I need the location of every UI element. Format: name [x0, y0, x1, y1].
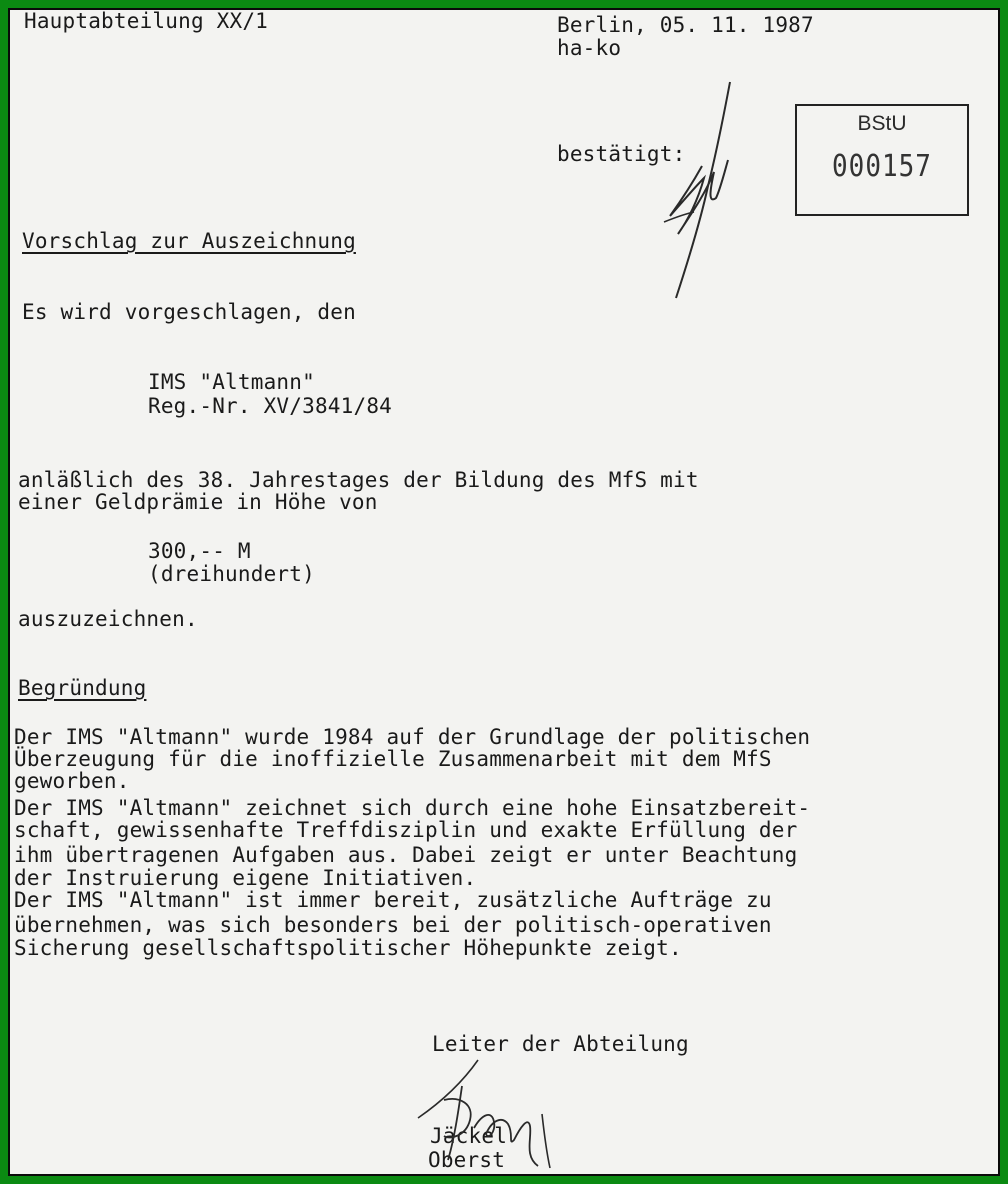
signature-role: Leiter der Abteilung — [432, 1032, 689, 1056]
signature-rank: Oberst — [428, 1148, 506, 1172]
document-title: Vorschlag zur Auszeichnung — [22, 229, 356, 253]
reason-line: geworben. — [14, 769, 130, 793]
subject-name: IMS "Altmann" — [148, 370, 315, 394]
reason-line: Der IMS "Altmann" ist immer bereit, zusätzliche Aufträge zu — [14, 888, 772, 912]
reason-heading: Begründung — [18, 676, 147, 700]
document-page — [8, 8, 1000, 1176]
intro-text: Es wird vorgeschlagen, den — [22, 300, 356, 324]
amount-words: (dreihundert) — [148, 562, 315, 586]
reason-line: ihm übertragenen Aufgaben aus. Dabei zeigt er unter Beachtung — [14, 843, 798, 867]
subject-reg-no: Reg.-Nr. XV/3841/84 — [148, 394, 393, 418]
approval-signature — [658, 74, 748, 304]
archive-stamp — [795, 104, 969, 216]
reason-line: schaft, gewissenhafte Treffdisziplin und exakte Erfüllung der — [14, 818, 798, 842]
reason-line: Der IMS "Altmann" zeichnet sich durch eine hohe Einsatzbereit- — [14, 796, 811, 820]
head-signature — [404, 1056, 574, 1176]
place-date: Berlin, 05. 11. 1987 — [557, 13, 814, 37]
reason-line: Der IMS "Altmann" wurde 1984 auf der Grundlage der politischen — [14, 725, 811, 749]
closing-text: auszuzeichnen. — [18, 607, 198, 631]
reference-code: ha-ko — [557, 36, 622, 60]
stamp-number: 000157 — [832, 149, 932, 185]
amount-value: 300,-- M — [148, 539, 251, 563]
occasion-line: anläßlich des 38. Jahrestages der Bildung des MfS mit — [18, 468, 699, 492]
department-heading: Hauptabteilung XX/1 — [24, 9, 269, 33]
stamp-label: BStU — [857, 112, 907, 135]
reason-line: der Instruierung eigene Initiativen. — [14, 866, 477, 890]
signature-name: Jäckel — [430, 1124, 508, 1148]
reason-line: übernehmen, was sich besonders bei der politisch-operativen — [14, 913, 772, 937]
confirmed-label: bestätigt: — [557, 142, 686, 166]
occasion-line: einer Geldprämie in Höhe von — [18, 490, 378, 514]
reason-line: Sicherung gesellschaftspolitischer Höhepunkte zeigt. — [14, 936, 682, 960]
reason-line: Überzeugung für die inoffizielle Zusammenarbeit mit dem MfS — [14, 747, 772, 771]
